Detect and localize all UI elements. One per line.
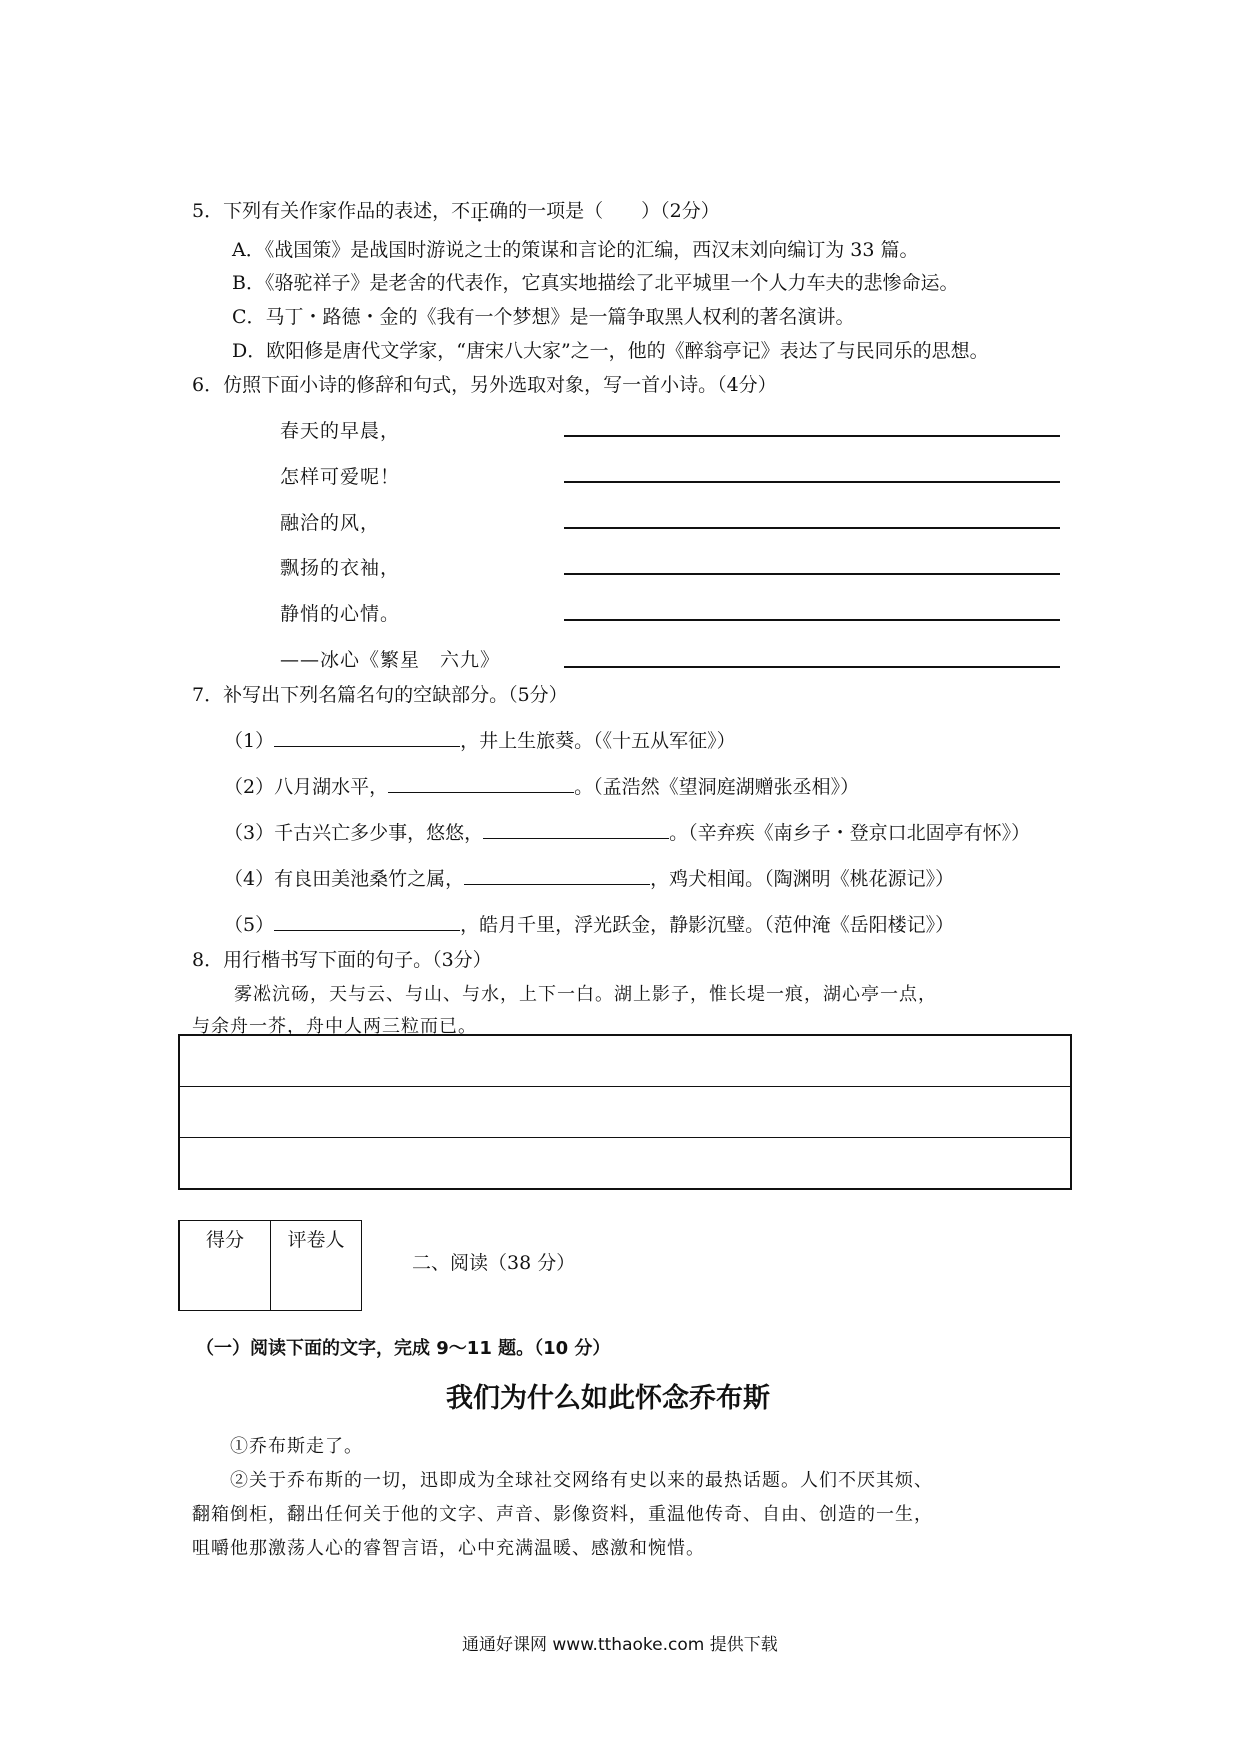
article-paragraph-2-cont-1: 翻箱倒柜，翻出任何关于他的文字、声音、影像资料，重温他传奇、自由、创造的一生，	[192, 1504, 933, 1525]
q6-answer-line-4[interactable]	[564, 573, 1060, 575]
q8-text-line-1: 雾凇沆砀，天与云、与山、与水，上下一白。湖上影子，惟长堤一痕，湖心亭一点，	[234, 984, 937, 1005]
score-table	[178, 1220, 362, 1311]
q7-item-2: （2）八月湖水平， 。（孟浩然《望洞庭湖赠张丞相》）	[224, 776, 860, 798]
q7-item-1: （1） ，井上生旅葵。（《十五从军征》）	[224, 730, 736, 752]
article-paragraph-2-cont-2: 咀嚼他那激荡人心的睿智言语，心中充满温暖、感激和惋惜。	[192, 1538, 705, 1559]
q6-poem-line-2: 怎样可爱呢！	[280, 466, 401, 488]
article-paragraph-1: ①乔布斯走了。	[230, 1436, 363, 1457]
reading-instruction: （一）阅读下面的文字，完成 9～11 题。（10 分）	[196, 1338, 611, 1359]
footer-text: 通通好课网 www.tthaoke.com 提供下载	[462, 1635, 778, 1655]
q5-option-d: D．欧阳修是唐代文学家，“唐宋八大家”之一，他的《醉翁亭记》表达了与民同乐的思想。	[232, 340, 989, 362]
q6-poem-line-5: 静悄的心情。	[280, 603, 401, 625]
q6-answer-line-5[interactable]	[564, 619, 1060, 621]
q8-writing-grid[interactable]	[178, 1034, 1072, 1190]
q7-item-4: （4）有良田美池桑竹之属， ，鸡犬相闻。（陶渊明《桃花源记》）	[224, 868, 955, 890]
q6-poem-line-3: 融洽的风，	[280, 512, 381, 534]
q7-item-3: （3）千古兴亡多少事，悠悠， 。（辛弃疾《南乡子・登京口北固亭有怀》）	[224, 822, 1031, 844]
q5-option-a: A．《战国策》是战国时游说之士的策谋和言论的汇编，西汉末刘向编订为 33 篇。	[232, 239, 919, 261]
q8-text-line-2: 与余舟一芥，舟中人两三粒而已。	[192, 1016, 477, 1037]
q6-answer-line-6[interactable]	[564, 666, 1060, 668]
q6-answer-line-1[interactable]	[564, 435, 1060, 437]
q6-stem: 6．仿照下面小诗的修辞和句式，另外选取对象，写一首小诗。（4分）	[192, 374, 777, 396]
q8-grid-divider-1	[180, 1086, 1070, 1087]
q7-blank-1[interactable]	[274, 728, 460, 747]
q6-answer-line-2[interactable]	[564, 481, 1060, 483]
q8-grid-divider-2	[180, 1137, 1070, 1138]
q8-stem: 8．用行楷书写下面的句子。（3分）	[192, 949, 492, 971]
q5-option-c: C．马丁・路德・金的《我有一个梦想》是一篇争取黑人权利的著名演讲。	[232, 306, 855, 328]
q7-blank-4[interactable]	[464, 866, 650, 885]
q7-item-5: （5） ，皓月千里，浮光跃金，静影沉璧。（范仲淹《岳阳楼记》）	[224, 914, 955, 936]
article-paragraph-2: ②关于乔布斯的一切，迅即成为全球社交网络有史以来的最热话题。人们不厌其烦、	[230, 1470, 933, 1491]
q5-stem-emphasis: 不正确	[451, 200, 509, 222]
q6-poem-source: ——冰心《繁星 六九》	[280, 649, 501, 671]
q5-stem: 5．下列有关作家作品的表述，不正确的一项是（ ）（2分）	[192, 200, 720, 222]
q5-option-b: B．《骆驼祥子》是老舍的代表作，它真实地描绘了北平城里一个人力车夫的悲惨命运。	[232, 272, 959, 294]
q7-stem: 7．补写出下列名篇名句的空缺部分。（5分）	[192, 684, 568, 706]
q6-answer-line-3[interactable]	[564, 527, 1060, 529]
q7-blank-5[interactable]	[274, 912, 460, 931]
q6-poem-line-1: 春天的早晨，	[280, 420, 401, 442]
section-2-heading: 二、阅读（38 分）	[412, 1252, 576, 1274]
score-cell[interactable]: 得分	[179, 1221, 271, 1311]
q6-poem-line-4: 飘扬的衣袖，	[280, 557, 401, 579]
article-title: 我们为什么如此怀念乔布斯	[446, 1383, 770, 1414]
q7-blank-3[interactable]	[483, 820, 669, 839]
q7-blank-2[interactable]	[388, 774, 574, 793]
grader-cell[interactable]: 评卷人	[271, 1221, 362, 1311]
